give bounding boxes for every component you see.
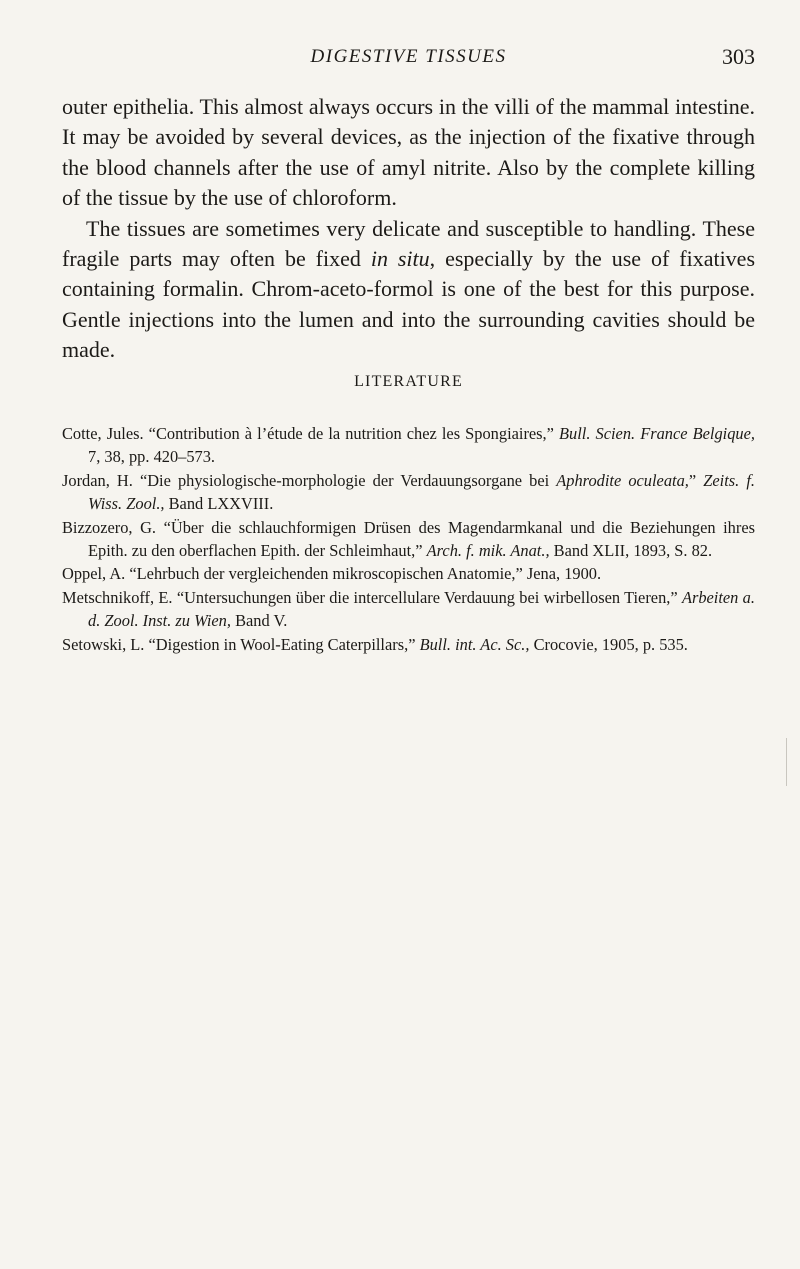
paragraph-2-end: , especially by the use of fixatives containing formalin. Chrom-aceto-formol is one of the best for this purpose. Gentle injections into the lumen and into the surrounding cavities should be made. xyxy=(62,246,756,363)
running-head xyxy=(62,44,755,74)
body-text xyxy=(62,92,755,366)
literature-entry-bizzozero xyxy=(62,516,755,563)
entry-title-end: ” xyxy=(688,470,697,490)
paragraph-2-start: The tissues are sometimes very delicate and susceptible to handling. These fragile parts may often be fixed xyxy=(62,215,755,272)
paragraph-2-italic-term: in situ xyxy=(370,246,430,272)
entry-details: Crocovie, 1905, p. 535. xyxy=(533,634,688,654)
entry-details: 7, 38, pp. 420–573. xyxy=(88,447,216,467)
entry-title: “Über die schlauchformigen Drüsen des Magendarmkanal und die Beziehungen ihres Epith. zu den oberflachen Epith. der Schleimhaut,” xyxy=(88,517,755,561)
literature-entry-jordan xyxy=(62,469,755,516)
entry-author: Bizzozero, G. xyxy=(62,517,157,537)
entry-title: “Untersuchungen über die intercellulare Verdauung bei wirbellosen Tieren,” xyxy=(176,587,678,607)
entry-journal: Bull. Scien. France Belgique, xyxy=(559,424,755,443)
entry-journal: Arch. f. mik. Anat., xyxy=(426,541,550,561)
entry-author: Setowski, L. xyxy=(62,634,145,654)
entry-details: Band XLII, 1893, S. 82. xyxy=(553,541,713,561)
entry-details: Band LXXVIII. xyxy=(168,494,274,514)
scan-mark xyxy=(786,738,787,786)
literature-list xyxy=(62,422,755,656)
running-title: DIGESTIVE TISSUES xyxy=(310,46,507,67)
entry-author: Metschnikoff, E. xyxy=(62,587,173,607)
literature-entry-oppel xyxy=(62,562,755,585)
entry-journal: Zeits. f. Wiss. Zool., xyxy=(88,470,755,514)
entry-title: “Contribution à l’étude de la nutrition chez les Spongiaires,” xyxy=(148,424,554,443)
literature-entry-cotte xyxy=(62,422,755,469)
entry-details: Band V. xyxy=(235,611,288,631)
page-number: 303 xyxy=(722,44,755,69)
literature-entry-metschnikoff xyxy=(62,586,755,633)
entry-journal: Bull. int. Ac. Sc., xyxy=(419,634,530,654)
literature-heading: LITERATURE xyxy=(354,373,463,390)
entry-author: Cotte, Jules. xyxy=(62,424,144,443)
entry-title: “Lehrbuch der vergleichenden mikroscopischen Anatomie,” xyxy=(129,564,523,584)
entry-author: Oppel, A. xyxy=(62,564,126,584)
entry-journal: Arbeiten a. d. Zool. Inst. zu Wien, xyxy=(88,587,755,631)
entry-details: Jena, 1900. xyxy=(526,564,602,584)
entry-author: Jordan, H. xyxy=(62,470,133,490)
entry-title-species: Aphrodite oculeata, xyxy=(556,470,689,490)
entry-title-start: “Die physiologische-morphologie der Verdauungsorgane bei xyxy=(139,470,550,490)
paragraph-1: outer epithelia. This almost always occurs in the villi of the mammal intestine. It may be avoided by several devices, as the injection of the fixative through the blood channels after the use of amyl nitrite. Also by the complete killing of the tissue by the use of chloroform. xyxy=(62,94,755,211)
paragraph-2 xyxy=(62,214,755,366)
literature-entry-setowski xyxy=(62,633,755,656)
entry-title: “Digestion in Wool-Eating Caterpillars,” xyxy=(148,634,416,654)
